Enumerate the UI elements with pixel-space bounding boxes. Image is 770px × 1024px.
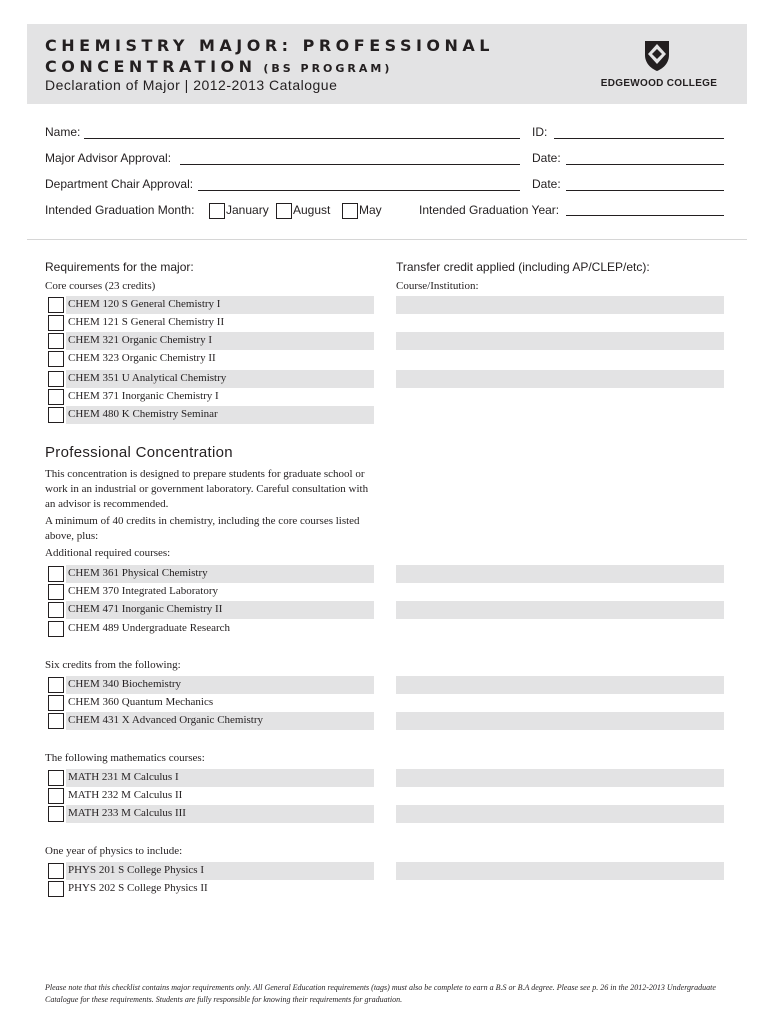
course-checkbox[interactable] [48,584,64,600]
course-label: CHEM 321 Organic Chemistry I [68,334,213,346]
id-label: ID: [532,125,548,139]
course-checkbox[interactable] [48,621,64,637]
six-credits-label: Six credits from the following: [45,659,181,671]
course-label: CHEM 323 Organic Chemistry II [68,352,216,364]
course-row [46,565,374,583]
grad-year-label: Intended Graduation Year: [419,203,560,217]
college-logo [589,38,729,94]
requirements-heading: Requirements for the major: [45,260,194,274]
course-checkbox[interactable] [48,297,64,313]
page-subtitle: Declaration of Major | 2012-2013 Catalogue [45,77,338,93]
grad-year-field[interactable] [566,215,724,216]
course-label: CHEM 360 Quantum Mechanics [68,696,214,708]
chair-approval-label: Department Chair Approval: [45,177,194,191]
course-checkbox[interactable] [48,389,64,405]
transfer-credit-field[interactable] [396,601,724,619]
course-label: PHYS 201 S College Physics I [68,864,204,876]
course-row [46,406,374,424]
course-label: CHEM 340 Biochemistry [68,678,182,690]
footer-note: Please note that this checklist contains major requirements only. All General Education requirements (tags) must also be complete to earn a B.S or B.A degree. Please see p. 26 in the 2012-2013 Undergraduate Catalogue for these requirements. Students are fully responsible for knowing their requirements for graduation. [45,983,716,1004]
professional-concentration-heading: Professional Concentration [45,444,233,461]
course-row [46,880,374,898]
course-label: CHEM 120 S General Chemistry I [68,298,221,310]
course-checkbox[interactable] [48,566,64,582]
course-checkbox[interactable] [48,677,64,693]
course-row [46,620,374,638]
course-label: CHEM 471 Inorganic Chemistry II [68,603,223,615]
course-row [46,676,374,694]
course-row [46,712,374,730]
course-checkbox[interactable] [48,351,64,367]
course-checkbox[interactable] [48,770,64,786]
course-row [46,296,374,314]
grad-month-label: Intended Graduation Month: [45,203,195,217]
logo-text: EDGEWOOD COLLEGE [600,78,718,89]
course-row [46,314,374,332]
page-title-line1: CHEMISTRY MAJOR: PROFESSIONAL [45,36,494,55]
course-label: CHEM 431 X Advanced Organic Chemistry [68,714,264,726]
course-checkbox[interactable] [48,371,64,387]
may-label: May [359,203,382,217]
course-row [46,805,374,823]
course-row [46,694,374,712]
transfer-credit-heading: Transfer credit applied (including AP/CLEP/etc): [396,260,650,274]
course-checkbox[interactable] [48,881,64,897]
course-row [46,601,374,619]
math-courses-label: The following mathematics courses: [45,752,205,764]
course-label: CHEM 480 K Chemistry Seminar [68,408,218,420]
course-checkbox[interactable] [48,602,64,618]
course-label: CHEM 121 S General Chemistry II [68,316,225,328]
course-row [46,583,374,601]
course-row [46,862,374,880]
course-label: MATH 232 M Calculus II [68,789,183,801]
transfer-credit-field[interactable] [396,296,724,314]
divider [27,239,747,240]
course-row [46,350,374,368]
shield-icon [644,40,670,72]
course-label: CHEM 371 Inorganic Chemistry I [68,390,219,402]
transfer-credit-field[interactable] [396,332,724,350]
transfer-credit-field[interactable] [396,805,724,823]
course-row [46,769,374,787]
page-title-main: CONCENTRATION [45,57,257,76]
course-row [46,370,374,388]
advisor-approval-label: Major Advisor Approval: [45,151,172,165]
transfer-credit-field[interactable] [396,370,724,388]
course-checkbox[interactable] [48,695,64,711]
advisor-approval-field[interactable] [180,164,520,165]
header-banner [27,24,747,104]
date-field-chair[interactable] [566,190,724,191]
concentration-description: This concentration is designed to prepare students for graduate school or work in an industrial or government laboratory. Careful consultation with an advisor is recommended. [45,468,369,510]
course-label: CHEM 351 U Analytical Chemistry [68,372,227,384]
transfer-credit-field[interactable] [396,676,724,694]
course-label: PHYS 202 S College Physics II [68,882,208,894]
date-label-chair: Date: [532,177,561,191]
course-label: CHEM 361 Physical Chemistry [68,567,208,579]
course-checkbox[interactable] [48,333,64,349]
course-institution-label: Course/Institution: [396,280,479,292]
course-label: MATH 231 M Calculus I [68,771,179,783]
date-label-advisor: Date: [532,151,561,165]
course-checkbox[interactable] [48,863,64,879]
transfer-credit-field[interactable] [396,565,724,583]
course-label: CHEM 370 Integrated Laboratory [68,585,218,597]
course-row [46,388,374,406]
physics-courses-label: One year of physics to include: [45,845,183,857]
may-checkbox[interactable] [342,203,358,219]
transfer-credit-field[interactable] [396,712,724,730]
course-checkbox[interactable] [48,713,64,729]
course-row [46,332,374,350]
transfer-credit-field[interactable] [396,862,724,880]
course-label: MATH 233 M Calculus III [68,807,186,819]
id-field[interactable] [554,138,724,139]
january-checkbox[interactable] [209,203,225,219]
course-checkbox[interactable] [48,806,64,822]
course-checkbox[interactable] [48,407,64,423]
course-label: CHEM 489 Undergraduate Research [68,622,230,634]
august-label: August [293,203,331,217]
page-title-program: (BS PROGRAM) [256,62,393,75]
core-courses-label: Core courses (23 credits) [45,280,156,292]
credit-requirement-text: A minimum of 40 credits in chemistry, including the core courses listed above, plus: [45,515,360,542]
january-label: January [226,203,269,217]
page-title-line2 [45,57,392,76]
transfer-credit-field[interactable] [396,769,724,787]
course-checkbox[interactable] [48,788,64,804]
name-field[interactable] [84,138,520,139]
course-checkbox[interactable] [48,315,64,331]
additional-courses-label: Additional required courses: [45,547,171,559]
date-field-advisor[interactable] [566,164,724,165]
name-label: Name: [45,125,81,139]
august-checkbox[interactable] [276,203,292,219]
course-row [46,787,374,805]
chair-approval-field[interactable] [198,190,520,191]
